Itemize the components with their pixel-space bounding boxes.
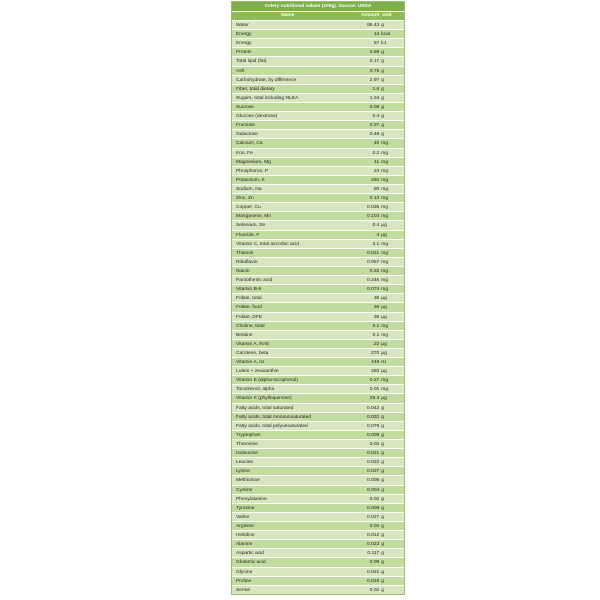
nutrient-name: Valine [236, 514, 250, 520]
nutrient-amount: 0.079 [367, 423, 380, 429]
nutrient-amount: 95.43 [367, 23, 380, 28]
table-row [232, 503, 404, 512]
nutrient-amount: 0.01 [369, 387, 380, 393]
column-header-amount: Amount [361, 13, 380, 18]
nutrient-unit: g [381, 469, 385, 475]
table-row [232, 120, 404, 129]
nutrient-amount: 0.17 [369, 59, 380, 65]
nutrient-name: Vitamin A, IU [236, 360, 265, 366]
nutrient-name: Phenylalanine [236, 496, 267, 502]
nutrient-unit: mg [381, 150, 389, 156]
table-row [232, 302, 404, 311]
nutrient-amount: 0.117 [367, 551, 380, 557]
nutrient-unit: g [381, 496, 385, 502]
nutrient-unit: g [381, 23, 385, 28]
nutrient-unit: g [381, 451, 385, 457]
nutrient-amount: 0.027 [367, 469, 380, 475]
nutrient-amount: 0.004 [367, 487, 380, 493]
nutrient-name: Carotene, beta [236, 350, 269, 356]
nutrient-name: Niacin [236, 268, 250, 274]
nutrient-amount: 1.34 [369, 95, 380, 101]
table-row [232, 66, 404, 75]
nutrient-amount: 0.032 [367, 460, 380, 466]
nutrient-amount: 0.009 [367, 505, 380, 511]
nutrient-name: Cystine [236, 487, 253, 493]
nutrient-amount: 0.032 [367, 414, 380, 420]
nutrient-name: Carbohydrate, by difference [236, 77, 297, 83]
nutrient-name: Vitamin E (alpha-tocopherol) [236, 378, 298, 384]
table-row [232, 548, 404, 557]
nutrient-name: Folate, DFE [236, 314, 263, 320]
table-row [232, 312, 404, 321]
nutrient-unit: mg [381, 287, 389, 293]
nutrient-amount: 0.75 [369, 68, 380, 74]
nutrient-name: Lysine [236, 469, 250, 475]
nutrient-unit: g [381, 442, 385, 448]
table-row [232, 202, 404, 211]
table-row [232, 175, 404, 184]
nutrient-name: Fatty acids, total polyunsaturated [236, 423, 308, 429]
nutrient-unit: mg [381, 268, 389, 274]
nutrient-unit: mg [381, 205, 389, 211]
nutrient-name: Glycine [236, 569, 253, 575]
nutrient-unit: g [381, 104, 385, 110]
nutrient-name: Fructose [236, 123, 256, 129]
nutrient-name: Potassium, K [236, 177, 265, 183]
nutrient-unit: g [381, 123, 385, 129]
table-row [232, 184, 404, 193]
nutrient-unit: mg [381, 177, 389, 183]
nutrient-unit: g [381, 505, 385, 511]
nutrient-unit: mg [381, 332, 389, 338]
nutrient-amount: 449 [371, 360, 380, 366]
nutrient-amount: 3.1 [372, 241, 380, 247]
nutrient-amount: 57 [373, 41, 380, 47]
table-row [232, 448, 404, 457]
nutrient-name: Tyrosine [236, 505, 255, 511]
table-row [232, 521, 404, 530]
table-row [232, 266, 404, 275]
nutrient-name: Ash [236, 68, 245, 74]
table-row [232, 230, 404, 239]
nutrient-amount: 0.023 [367, 542, 380, 548]
nutrient-name: Folate, total [236, 296, 262, 302]
table-row [232, 366, 404, 375]
nutrient-unit: µg [381, 341, 387, 347]
nutrient-name: Fiber, total dietary [236, 86, 275, 92]
table-row [232, 421, 404, 430]
nutrient-unit: g [381, 524, 385, 530]
nutrient-name: Thiamin [236, 250, 254, 256]
nutrient-amount: 22 [373, 341, 380, 347]
table-row [232, 38, 404, 47]
table-row [232, 576, 404, 585]
nutrient-unit: µg [381, 314, 387, 320]
nutrient-amount: 14 [373, 32, 380, 38]
nutrient-unit: mg [381, 378, 389, 384]
nutrient-name: Serine [236, 587, 251, 593]
nutrient-unit: µg [381, 232, 387, 238]
nutrient-name: Total lipid (fat) [236, 59, 267, 65]
nutrient-name: Glutamic acid [236, 560, 266, 566]
nutrient-amount: 0.48 [369, 132, 380, 138]
table-row [232, 193, 404, 202]
nutrient-amount: 0.1 [372, 332, 380, 338]
table-row [232, 129, 404, 138]
nutrient-unit: g [381, 432, 385, 438]
nutrient-name: Fatty acids, total monounsaturated [236, 414, 312, 420]
nutrient-name: Tryptophan [236, 432, 261, 438]
table-row [232, 275, 404, 284]
nutrient-amount: 0.02 [369, 496, 380, 502]
table-row [232, 211, 404, 220]
nutrient-name: Zinc, Zn [236, 196, 254, 202]
nutrient-name: Sucrose [236, 104, 254, 110]
nutrient-unit: g [381, 578, 385, 584]
nutrient-name: Aspartic acid [236, 551, 264, 557]
table-row [232, 412, 404, 421]
table-row [232, 157, 404, 166]
nutrient-unit: kJ [381, 41, 387, 47]
table-row [232, 585, 404, 594]
nutrient-name: Protein [236, 50, 252, 56]
nutrient-unit: µg [381, 396, 387, 402]
nutrient-unit: g [381, 551, 385, 557]
table-header-row [232, 11, 404, 20]
table-row [232, 20, 404, 29]
nutrient-amount: 0.005 [367, 478, 380, 484]
nutrient-amount: 0.021 [367, 569, 380, 575]
table-row [232, 111, 404, 120]
nutrition-table [231, 1, 405, 595]
nutrient-unit: g [381, 414, 385, 420]
nutrient-unit: µg [381, 369, 387, 375]
nutrient-name: Water [236, 23, 249, 28]
nutrient-unit: g [381, 68, 385, 74]
table-row [232, 339, 404, 348]
table-title: Celery nutritional values (100g). Source: USDA [232, 2, 404, 11]
nutrient-name: Sodium, Na [236, 186, 262, 192]
nutrient-amount: 11 [374, 159, 380, 165]
table-row [232, 257, 404, 266]
nutrient-name: Choline, total [236, 323, 265, 329]
nutrient-amount: 36 [373, 305, 380, 311]
nutrient-unit: g [381, 77, 385, 83]
nutrient-amount: 0.027 [367, 514, 380, 520]
table-row [232, 475, 404, 484]
nutrient-unit: g [381, 478, 385, 484]
table-row [232, 284, 404, 293]
table-row [232, 557, 404, 566]
table-row [232, 485, 404, 494]
table-row [232, 248, 404, 257]
column-header-name: Name [281, 13, 295, 18]
table-row [232, 439, 404, 448]
table-row [232, 138, 404, 147]
nutrient-name: Sugars, total including NLEA [236, 95, 299, 101]
nutrient-amount: 270 [371, 350, 380, 356]
table-row [232, 293, 404, 302]
nutrient-unit: mg [381, 168, 389, 174]
nutrient-unit: IU [381, 360, 387, 366]
nutrient-unit: g [381, 50, 385, 56]
nutrient-name: Pantothenic acid [236, 278, 273, 284]
nutrient-name: Manganese, Mn [236, 214, 272, 220]
table-row [232, 148, 404, 157]
nutrient-amount: 0.2 [372, 150, 380, 156]
table-row [232, 239, 404, 248]
table-row [232, 512, 404, 521]
nutrient-name: Energy [236, 32, 252, 38]
nutrient-unit: mg [381, 323, 389, 329]
table-row [232, 93, 404, 102]
table-row [232, 220, 404, 229]
nutrient-amount: 40 [373, 141, 380, 147]
nutrient-amount: 0.021 [367, 451, 380, 457]
nutrient-amount: 0.27 [369, 378, 380, 384]
nutrient-unit: mg [381, 241, 389, 247]
nutrient-amount: 0.09 [369, 560, 380, 566]
nutrient-name: Vitamin K (phylloquinone) [236, 396, 292, 402]
table-row [232, 102, 404, 111]
table-row [232, 357, 404, 366]
nutrient-amount: 2.97 [369, 77, 380, 83]
table-row [232, 457, 404, 466]
nutrient-amount: 0.02 [369, 524, 380, 530]
nutrient-name: Leucine [236, 460, 254, 466]
table-row [232, 430, 404, 439]
table-row [232, 321, 404, 330]
table-row [232, 348, 404, 357]
nutrient-name: Threonine [236, 442, 259, 448]
nutrient-unit: g [381, 533, 385, 539]
nutrient-name: Tocotrienol, alpha [236, 387, 275, 393]
nutrient-unit: mg [381, 214, 389, 220]
table-row [232, 403, 404, 412]
nutrient-amount: 0.08 [369, 104, 380, 110]
table-row [232, 384, 404, 393]
nutrient-amount: 0.103 [367, 214, 380, 220]
nutrient-amount: 0.035 [367, 205, 380, 211]
nutrient-unit: mg [381, 159, 389, 165]
table-row [232, 466, 404, 475]
table-body [232, 20, 404, 594]
nutrient-amount: 283 [371, 369, 380, 375]
nutrient-unit: g [381, 569, 385, 575]
nutrient-unit: µg [381, 305, 387, 311]
nutrient-amount: 36 [373, 296, 380, 302]
nutrient-amount: 0.057 [367, 259, 380, 265]
nutrient-name: Glucose (dextrose) [236, 114, 278, 120]
nutrient-amount: 0.37 [369, 123, 380, 129]
table-row [232, 494, 404, 503]
nutrient-unit: µg [381, 296, 387, 302]
nutrient-unit: g [381, 423, 385, 429]
nutrient-unit: µg [381, 350, 387, 356]
nutrient-amount: 4 [376, 232, 380, 238]
nutrient-amount: 0.4 [372, 223, 380, 229]
nutrient-name: Fatty acids, total saturated [236, 405, 294, 411]
nutrient-name: Copper, Cu [236, 205, 261, 211]
nutrient-amount: 260 [371, 177, 380, 183]
nutrient-amount: 0.021 [367, 250, 380, 256]
nutrient-unit: mg [381, 387, 389, 393]
nutrient-name: Histidine [236, 533, 255, 539]
nutrient-amount: 24 [373, 168, 380, 174]
column-header-unit: Unit [382, 13, 392, 18]
nutrient-name: Galactose [236, 132, 259, 138]
nutrient-unit: g [381, 59, 385, 65]
nutrient-amount: 1.6 [372, 86, 380, 92]
nutrient-name: Proline [236, 578, 252, 584]
nutrient-unit: µg [381, 223, 387, 229]
table-row [232, 75, 404, 84]
nutrient-unit: g [381, 114, 385, 120]
nutrient-name: Phosphorus, P [236, 168, 269, 174]
nutrient-amount: 0.018 [367, 578, 380, 584]
nutrient-name: Iron, Fe [236, 150, 253, 156]
nutrient-unit: g [381, 542, 385, 548]
nutrient-amount: 36 [373, 314, 380, 320]
nutrient-unit: g [381, 487, 385, 493]
nutrient-unit: g [381, 587, 385, 593]
nutrient-name: Selenium, Se [236, 223, 266, 229]
nutrient-name: Folate, food [236, 305, 262, 311]
nutrient-unit: g [381, 132, 385, 138]
table-row [232, 567, 404, 576]
nutrient-unit: mg [381, 196, 389, 202]
nutrient-name: Calcium, Ca [236, 141, 263, 147]
nutrient-name: Lutein + zeaxanthin [236, 369, 279, 375]
nutrient-unit: g [381, 560, 385, 566]
table-row [232, 84, 404, 93]
nutrient-name: Betaine [236, 332, 253, 338]
nutrient-name: Energy [236, 41, 252, 47]
nutrient-name: Vitamin C, total ascorbic acid [236, 241, 299, 247]
nutrient-name: Alanine [236, 542, 253, 548]
nutrient-name: Vitamin A, RAE [236, 341, 270, 347]
nutrient-unit: mg [381, 141, 389, 147]
nutrient-name: Fluoride, F [236, 232, 260, 238]
nutrient-amount: 80 [373, 186, 380, 192]
nutrient-unit: g [381, 86, 385, 92]
table-row [232, 375, 404, 384]
nutrient-amount: 0.012 [367, 533, 380, 539]
nutrient-amount: 0.246 [367, 278, 380, 284]
table-row [232, 330, 404, 339]
nutrient-unit: g [381, 514, 385, 520]
nutrient-unit: kcal [381, 32, 390, 38]
nutrient-amount: 0.69 [369, 50, 380, 56]
table-row [232, 393, 404, 402]
nutrient-amount: 0.02 [369, 442, 380, 448]
table-row [232, 530, 404, 539]
nutrient-amount: 0.042 [367, 405, 380, 411]
nutrient-unit: mg [381, 250, 389, 256]
table-row [232, 29, 404, 38]
table-row [232, 166, 404, 175]
nutrient-amount: 0.32 [369, 268, 380, 274]
nutrient-amount: 6.1 [372, 323, 380, 329]
nutrient-unit: mg [381, 259, 389, 265]
nutrient-name: Magnesium, Mg [236, 159, 271, 165]
nutrient-name: Vitamin B-6 [236, 287, 262, 293]
nutrient-name: Methionine [236, 478, 260, 484]
nutrient-name: Riboflavin [236, 259, 258, 265]
nutrient-amount: 0.13 [369, 196, 380, 202]
table-row [232, 56, 404, 65]
nutrient-unit: g [381, 405, 385, 411]
nutrient-unit: mg [381, 186, 389, 192]
nutrient-name: Isoleucine [236, 451, 259, 457]
nutrient-amount: 29.3 [369, 396, 380, 402]
nutrient-amount: 0.074 [367, 287, 380, 293]
table-row [232, 47, 404, 56]
nutrient-unit: mg [381, 278, 389, 284]
nutrient-unit: g [381, 460, 385, 466]
nutrient-name: Arginine [236, 524, 254, 530]
nutrient-amount: 0.02 [369, 587, 380, 593]
nutrient-amount: 0.4 [372, 114, 380, 120]
table-row [232, 539, 404, 548]
nutrient-unit: g [381, 95, 385, 101]
nutrient-amount: 0.009 [367, 432, 380, 438]
